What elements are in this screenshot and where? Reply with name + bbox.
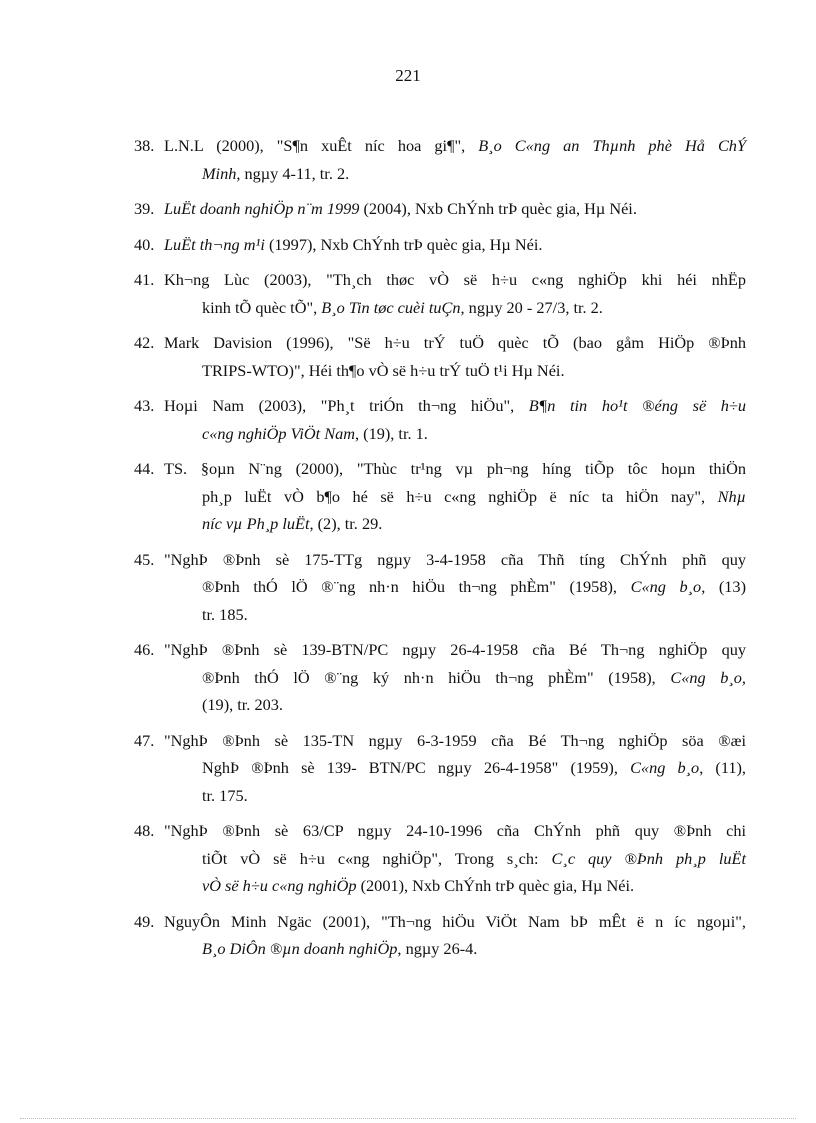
reference-italic-text: LuËt doanh nghiÖp n¨m 1999 (164, 199, 360, 218)
reference-italic-text: B¸o DiÔn ®µn doanh nghiÖp (202, 939, 398, 958)
reference-text: tr. 185. (202, 604, 248, 624)
reference-text: "NghÞ ®Þnh sè 63/CP ngµy 24-10-1996 cña ChÝnh phñ quy ®Þnh chi (164, 821, 746, 840)
reference-text: , ngµy 4-11, tr. 2. (236, 163, 350, 183)
reference-line (134, 872, 746, 900)
reference-line (134, 132, 746, 160)
reference-text: , (741, 667, 746, 687)
reference-line (134, 691, 746, 719)
reference-italic-text: vÒ së h÷u c«ng nghiÖp (202, 876, 357, 895)
reference-italic-text: B¸o C«ng an Thµnh phè Hå ChÝ (478, 136, 747, 155)
reference-text: "NghÞ ®Þnh sè 135-TN ngµy 6-3-1959 cña Bé Th¬ng nghiÖp söa ®æi (164, 730, 746, 750)
reference-text: tiÕt vÒ së h÷u c«ng nghiÖp", Trong s¸ch: (202, 848, 552, 868)
reference-italic-text: B¸o Tin tøc cuèi tuÇn (321, 297, 461, 317)
reference-text: Mark Davision (1996), "Së h÷u trÝ tuÖ quèc tÕ (bao gåm HiÖp ®Þnh (164, 333, 746, 352)
reference-italic-text: C«ng b¸o (630, 577, 702, 596)
reference-text: , (2), tr. 29. (309, 514, 383, 533)
reference-item (134, 817, 746, 900)
reference-item (134, 266, 746, 321)
reference-text: ph¸p luËt vÒ b¶o hé së h÷u c«ng nghiÖp ë níc ta hiÖn nay", (202, 486, 718, 506)
reference-text: kinh tÕ quèc tÕ", (202, 297, 322, 317)
reference-italic-text: níc vµ Ph¸p luËt (202, 514, 310, 533)
reference-text: TS. §oµn N¨ng (2000), "Thùc tr¹ng vµ ph¬ng híng tiÕp tôc hoµn thiÖn (164, 459, 746, 478)
reference-number: 39. (134, 199, 155, 218)
reference-line (134, 935, 746, 963)
page-number: 221 (395, 66, 421, 85)
reference-text: tr. 175. (202, 785, 248, 805)
reference-line (134, 817, 746, 845)
reference-italic-text: C«ng b¸o (670, 667, 742, 687)
reference-item (134, 455, 746, 538)
reference-text: Kh¬ng Lùc (2003), "Th¸ch thøc vÒ së h÷u c«ng nghiÖp khi héi nhËp (164, 270, 746, 289)
reference-line (134, 754, 746, 782)
reference-number: 49. (134, 911, 155, 931)
reference-line (134, 483, 746, 511)
reference-line (134, 782, 746, 810)
reference-italic-text: c«ng nghiÖp ViÖt Nam (202, 423, 356, 443)
reference-text: (2001), Nxb ChÝnh trÞ quèc gia, Hµ Néi. (356, 876, 635, 895)
reference-item (134, 546, 746, 629)
reference-number: 43. (134, 396, 155, 415)
reference-line (134, 510, 746, 538)
reference-line (134, 845, 746, 873)
reference-line (134, 908, 746, 936)
reference-text: L.N.L (2000), "S¶n xuÊt níc hoa gi¶", (164, 136, 479, 155)
reference-number: 47. (134, 730, 155, 750)
reference-line (134, 195, 746, 223)
reference-item (134, 231, 746, 259)
page-bottom-rule (20, 1118, 796, 1119)
reference-text: , (11), (699, 758, 746, 777)
reference-italic-text: Nhµ (717, 486, 746, 506)
reference-line (134, 357, 746, 385)
reference-line (134, 546, 746, 574)
reference-number: 41. (134, 270, 155, 289)
reference-text: ®Þnh thÓ lÖ ®¨ng nh·n hiÖu th¬ng phÈm" (1958), (202, 577, 631, 596)
reference-text: , (13) (701, 577, 746, 596)
reference-line (134, 636, 746, 664)
reference-text: Hoµi Nam (2003), "Ph¸t triÓn th¬ng hiÖu", (164, 396, 529, 415)
reference-line (134, 160, 746, 188)
reference-italic-text: B¶n tin ho¹t ®éng së h÷u (528, 396, 747, 415)
reference-text: , ngµy 26-4. (397, 939, 478, 958)
reference-line (134, 455, 746, 483)
reference-item (134, 329, 746, 384)
reference-italic-text: Minh (202, 163, 237, 183)
reference-text: (2004), Nxb ChÝnh trÞ quèc gia, Hµ Néi. (359, 199, 637, 218)
reference-text: "NghÞ ®Þnh sè 175-TTg ngµy 3-4-1958 cña Thñ tíng ChÝnh phñ quy (164, 549, 746, 569)
reference-line (134, 420, 746, 448)
reference-number: 45. (134, 549, 155, 569)
reference-text: NghÞ ®Þnh sè 139- BTN/PC ngµy 26-4-1958" (1959), (202, 758, 631, 777)
reference-line (134, 266, 746, 294)
reference-text: (1997), Nxb ChÝnh trÞ quèc gia, Hµ Néi. (264, 234, 543, 254)
reference-item (134, 727, 746, 810)
reference-text: , (19), tr. 1. (355, 423, 428, 443)
reference-line (134, 727, 746, 755)
reference-number: 48. (134, 821, 155, 840)
reference-italic-text: LuËt th¬ng m¹i (164, 234, 265, 254)
reference-number: 38. (134, 136, 155, 155)
reference-text: NguyÔn Minh Ngäc (2001), "Th¬ng hiÖu ViÖt Nam bÞ mÊt ë n íc ngoµi", (164, 911, 746, 931)
reference-item (134, 132, 746, 187)
reference-line (134, 294, 746, 322)
reference-text: ®Þnh thÓ lÖ ®¨ng ký nh·n hiÖu th¬ng phÈm" (1958), (202, 667, 671, 687)
reference-item (134, 392, 746, 447)
reference-text: (19), tr. 203. (202, 695, 283, 714)
reference-number: 44. (134, 459, 155, 478)
reference-item (134, 908, 746, 963)
reference-italic-text: C«ng b¸o (630, 758, 700, 777)
reference-text: , ngµy 20 - 27/3, tr. 2. (460, 297, 603, 317)
reference-italic-text: C¸c quy ®Þnh ph¸p luËt (551, 848, 746, 868)
reference-line (134, 573, 746, 601)
reference-number: 46. (134, 640, 155, 659)
reference-line (134, 664, 746, 692)
reference-item (134, 195, 746, 223)
reference-line (134, 601, 746, 629)
reference-text: "NghÞ ®Þnh sè 139-BTN/PC ngµy 26-4-1958 cña Bé Th¬ng nghiÖp quy (164, 640, 746, 659)
reference-item (134, 636, 746, 719)
reference-list (134, 132, 746, 971)
reference-line (134, 231, 746, 259)
reference-line (134, 329, 746, 357)
reference-number: 40. (134, 234, 155, 254)
reference-text: TRIPS-WTO)", Héi th¶o vÒ së h÷u trÝ tuÖ t¹i Hµ Néi. (202, 360, 565, 380)
reference-line (134, 392, 746, 420)
reference-number: 42. (134, 333, 155, 352)
